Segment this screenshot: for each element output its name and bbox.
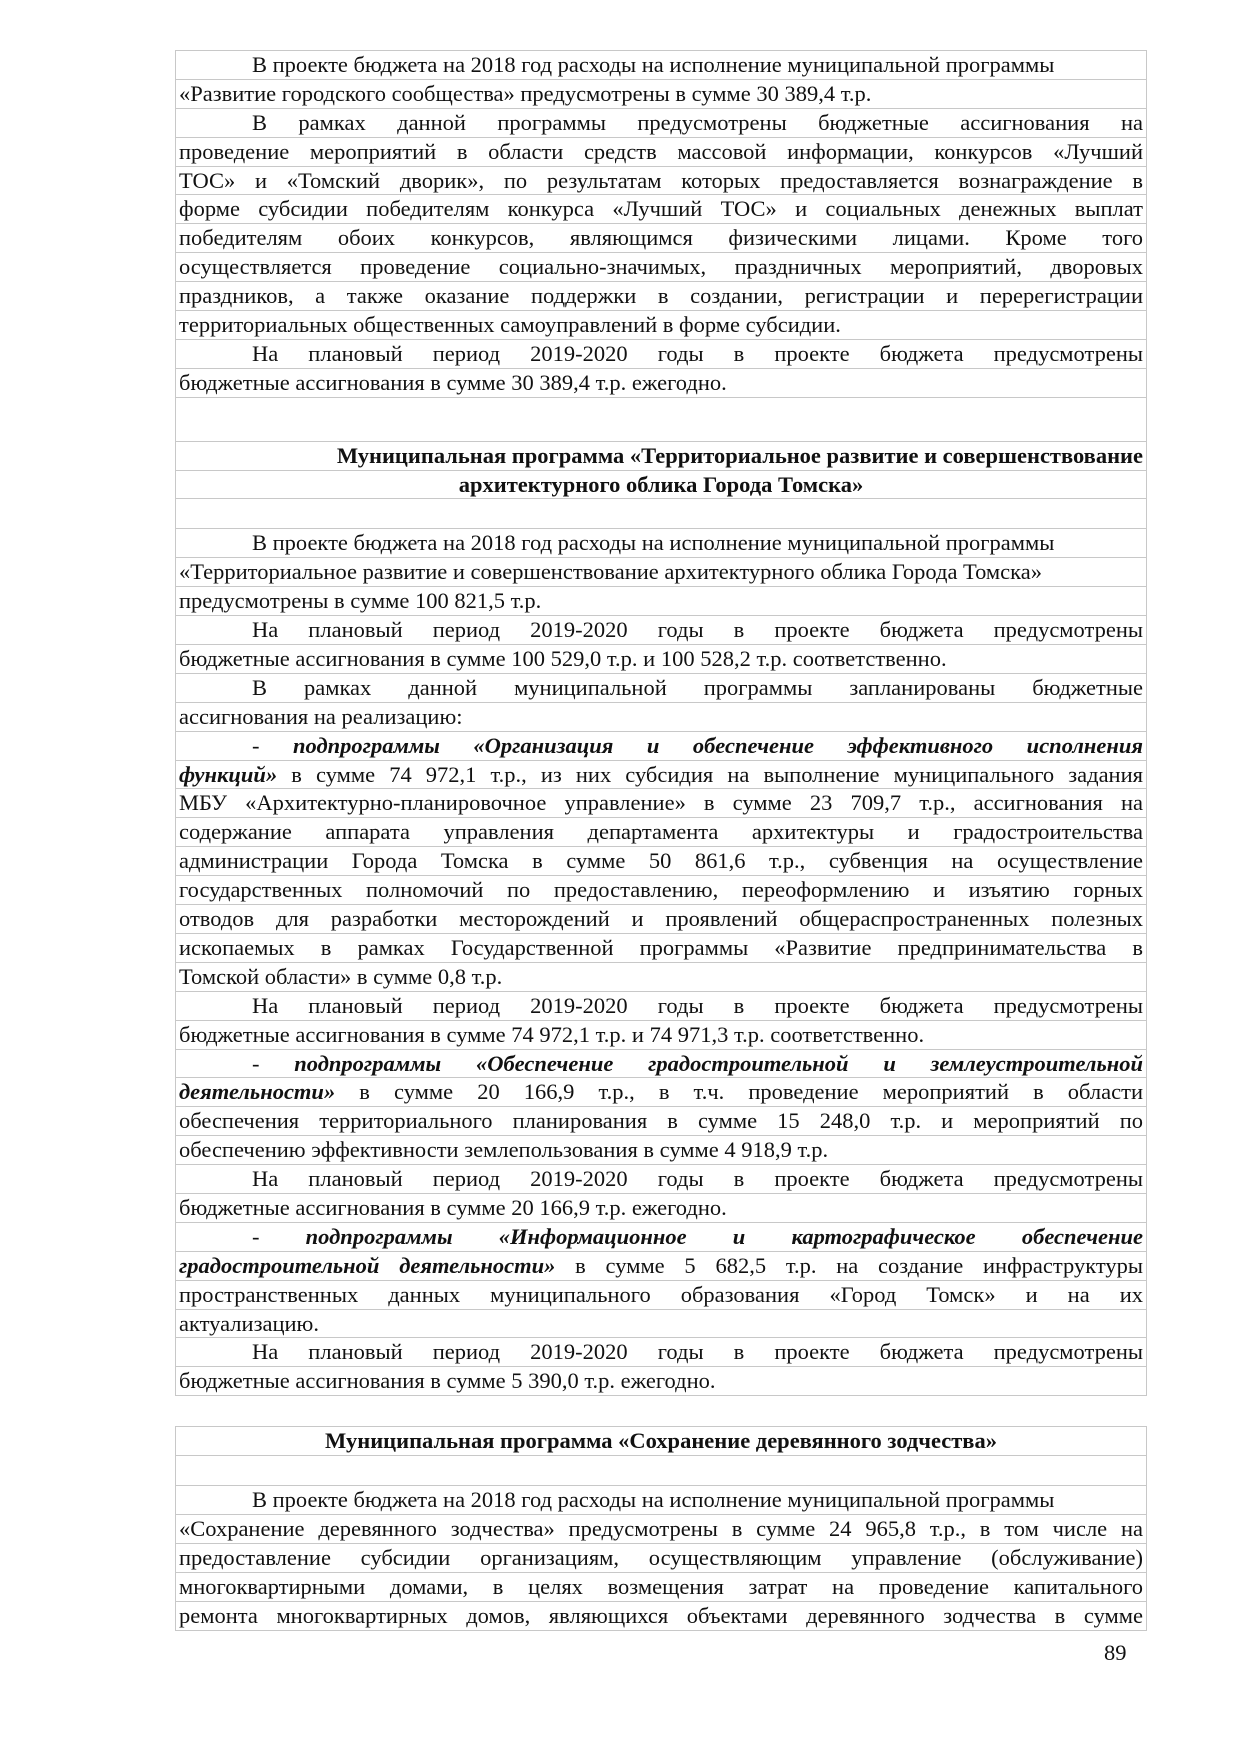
text-line: бюджетные ассигнования в сумме 100 529,0 т.р. и 100 528,2 т.р. соответственно. <box>176 645 1146 674</box>
text-line: бюджетные ассигнования в сумме 30 389,4 т.р. ежегодно. <box>176 369 1146 398</box>
document-page <box>175 50 1147 1631</box>
blank-line <box>176 1456 1146 1486</box>
text-line: форме субсидии победителям конкурса «Лучший ТОС» и социальных денежных выплат <box>176 195 1146 224</box>
text-line: бюджетные ассигнования в сумме 74 972,1 т.р. и 74 971,3 т.р. соответственно. <box>176 1021 1146 1050</box>
text-line: содержание аппарата управления департамента архитектуры и градостроительства <box>176 818 1146 847</box>
text-line: отводов для разработки месторождений и проявлений общераспространенных полезных <box>176 905 1146 934</box>
text-line: актуализацию. <box>176 1310 1146 1339</box>
text-line: «Территориальное развитие и совершенствование архитектурного облика Города Томска» <box>176 558 1146 587</box>
text-line: На плановый период 2019-2020 годы в проекте бюджета предусмотрены <box>176 340 1146 369</box>
text-line: победителям обоих конкурсов, являющимся физическими лицами. Кроме того <box>176 224 1146 253</box>
subprogram-name: подпрограммы «Обеспечение градостроительной и землеустроительной <box>294 1050 1143 1076</box>
subprogram-title <box>176 1050 1146 1079</box>
text-line: проведение мероприятий в области средств массовой информации, конкурсов «Лучший <box>176 138 1146 167</box>
text-line: предусмотрены в сумме 100 821,5 т.р. <box>176 587 1146 616</box>
text-line: государственных полномочий по предоставлению, переоформлению и изъятию горных <box>176 876 1146 905</box>
section-urban-community <box>175 50 1147 1396</box>
text-line: ремонта многоквартирных домов, являющихся объектами деревянного зодчества в сумме <box>176 1602 1146 1631</box>
text-line: Томской области» в сумме 0,8 т.р. <box>176 963 1146 992</box>
text-line: обеспечения территориального планирования в сумме 15 248,0 т.р. и мероприятий по <box>176 1107 1146 1136</box>
text-line <box>176 1252 1146 1281</box>
text-line: В рамках данной программы предусмотрены бюджетные ассигнования на <box>176 109 1146 138</box>
subprogram-title <box>176 1223 1146 1252</box>
subprogram-name: подпрограммы «Информационное и картографическое обеспечение <box>305 1223 1143 1249</box>
text-fragment: в сумме 5 682,5 т.р. на создание инфраструктуры <box>555 1252 1143 1278</box>
text-line: В рамках данной муниципальной программы запланированы бюджетные <box>176 674 1146 703</box>
text-line: На плановый период 2019-2020 годы в проекте бюджета предусмотрены <box>176 1165 1146 1194</box>
text-line: многоквартирными домами, в целях возмещения затрат на проведение капитального <box>176 1573 1146 1602</box>
list-dash: - <box>252 732 293 758</box>
text-line: В проекте бюджета на 2018 год расходы на исполнение муниципальной программы <box>176 529 1146 558</box>
subprogram-title <box>176 732 1146 761</box>
text-line: праздников, а также оказание поддержки в создании, регистрации и перерегистрации <box>176 282 1146 311</box>
text-fragment: в сумме 20 166,9 т.р., в т.ч. проведение мероприятий в области <box>335 1079 1143 1105</box>
text-line: осуществляется проведение социально-значимых, праздничных мероприятий, дворовых <box>176 253 1146 282</box>
text-line: В проекте бюджета на 2018 год расходы на исполнение муниципальной программы <box>176 51 1146 80</box>
text-line: ТОС» и «Томский дворик», по результатам которых предоставляется вознаграждение в <box>176 167 1146 196</box>
text-line: предоставление субсидии организациям, осуществляющим управление (обслуживание) <box>176 1544 1146 1573</box>
subprogram-name: деятельности» <box>179 1079 336 1105</box>
text-line: территориальных общественных самоуправлений в форме субсидии. <box>176 311 1146 340</box>
text-line: На плановый период 2019-2020 годы в проекте бюджета предусмотрены <box>176 616 1146 645</box>
text-line: МБУ «Архитектурно-планировочное управление» в сумме 23 709,7 т.р., ассигнования на <box>176 789 1146 818</box>
section-gap <box>175 1396 1147 1426</box>
list-dash: - <box>252 1050 295 1076</box>
text-line: На плановый период 2019-2020 годы в проекте бюджета предусмотрены <box>176 1338 1146 1367</box>
text-line: бюджетные ассигнования в сумме 5 390,0 т.р. ежегодно. <box>176 1367 1146 1396</box>
text-line <box>176 761 1146 790</box>
page-number: 89 <box>1104 1640 1127 1665</box>
text-line <box>176 1078 1146 1107</box>
text-line: «Развитие городского сообщества» предусмотрены в сумме 30 389,4 т.р. <box>176 80 1146 109</box>
text-line: В проекте бюджета на 2018 год расходы на исполнение муниципальной программы <box>176 1486 1146 1515</box>
section-wooden-architecture <box>175 1426 1147 1630</box>
subprogram-name: градостроительной деятельности» <box>179 1252 556 1278</box>
text-line: «Сохранение деревянного зодчества» предусмотрены в сумме 24 965,8 т.р., в том числе на <box>176 1515 1146 1544</box>
text-line: ископаемых в рамках Государственной программы «Развитие предпринимательства в <box>176 934 1146 963</box>
subprogram-name: подпрограммы «Организация и обеспечение эффективного исполнения <box>293 732 1143 758</box>
list-dash: - <box>252 1223 306 1249</box>
subprogram-name: функций» <box>179 761 278 787</box>
section-heading: Муниципальная программа «Территориальное развитие и совершенствование <box>176 442 1146 471</box>
section-heading: Муниципальная программа «Сохранение деревянного зодчества» <box>176 1427 1146 1456</box>
section-heading: архитектурного облика Города Томска» <box>176 471 1146 500</box>
text-line: администрации Города Томска в сумме 50 861,6 т.р., субвенция на осуществление <box>176 847 1146 876</box>
blank-line <box>176 499 1146 529</box>
text-line: ассигнования на реализацию: <box>176 703 1146 732</box>
text-line: пространственных данных муниципального образования «Город Томск» и на их <box>176 1281 1146 1310</box>
text-line: На плановый период 2019-2020 годы в проекте бюджета предусмотрены <box>176 992 1146 1021</box>
text-line: бюджетные ассигнования в сумме 20 166,9 т.р. ежегодно. <box>176 1194 1146 1223</box>
text-line: обеспечению эффективности землепользования в сумме 4 918,9 т.р. <box>176 1136 1146 1165</box>
blank-line <box>176 398 1146 442</box>
text-fragment: в сумме 74 972,1 т.р., из них субсидия на выполнение муниципального задания <box>277 761 1143 787</box>
